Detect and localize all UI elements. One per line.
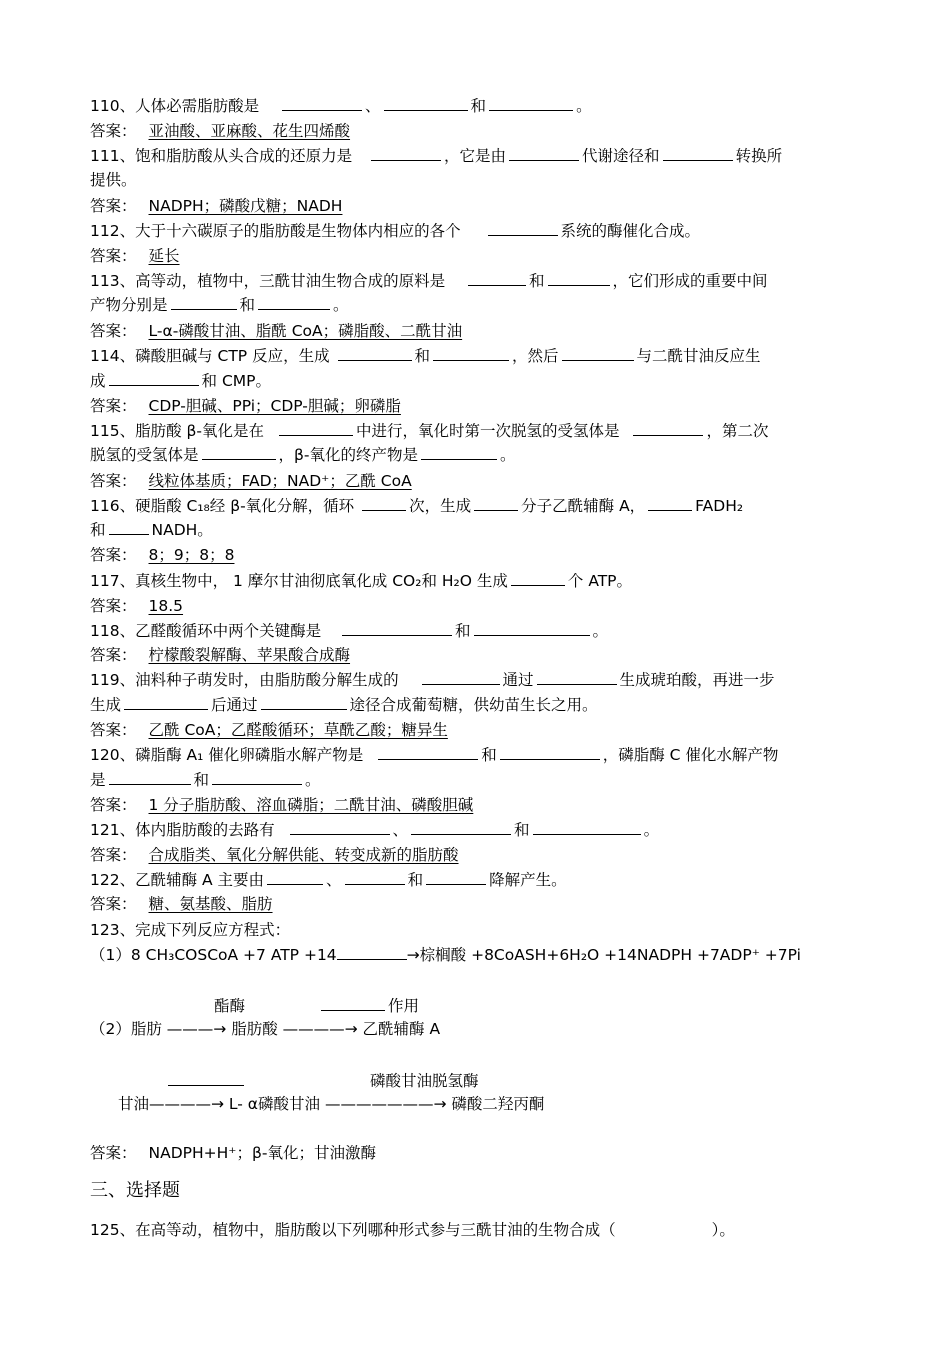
- action-label: 作用: [388, 997, 420, 1015]
- answer-label: 答案：: [90, 846, 137, 864]
- answer-blank[interactable]: [321, 1010, 385, 1011]
- question-text: 提供。: [90, 171, 137, 189]
- question-113-line2: [90, 295, 349, 317]
- question-text: ，然后: [512, 347, 559, 365]
- question-114: [90, 346, 761, 368]
- question-text: 120、磷脂酶 A₁ 催化卵磷脂水解产物是: [90, 746, 364, 764]
- answer-label: 答案：: [90, 721, 137, 739]
- section-heading: 三、选择题: [90, 1180, 180, 1201]
- answer-blank[interactable]: [124, 695, 208, 710]
- answer-blank[interactable]: [663, 146, 733, 161]
- answer-blank[interactable]: [537, 670, 617, 685]
- question-text: 117、真核生物中， 1 摩尔甘油彻底氧化成 CO₂和 H₂O 生成: [90, 572, 508, 590]
- answer-blank[interactable]: [290, 820, 390, 835]
- question-end: ）。: [711, 1221, 735, 1239]
- question-text: 转换所: [735, 147, 783, 165]
- question-114-line2: [90, 371, 271, 393]
- question-text: 118、乙醛酸循环中两个关键酶是: [90, 622, 322, 640]
- answer-114: [90, 396, 401, 418]
- answer-blank[interactable]: [511, 571, 565, 586]
- question-text: 产物分别是: [90, 296, 168, 314]
- answer-label: 答案：: [90, 472, 137, 490]
- question-text: ，β-氧化的终产物是: [278, 446, 419, 464]
- answer-blank[interactable]: [345, 870, 405, 885]
- question-text: 系统的酶催化合成。: [560, 222, 701, 240]
- answer-blank[interactable]: [378, 745, 478, 760]
- answer-blank[interactable]: [500, 745, 600, 760]
- answer-label: 答案：: [90, 322, 137, 340]
- answer-123: [90, 1143, 376, 1165]
- answer-blank[interactable]: [488, 221, 558, 236]
- answer-blank[interactable]: [258, 295, 330, 310]
- question-text: ，它是由: [444, 147, 507, 165]
- answer-label: 答案：: [90, 546, 137, 564]
- answer-label: 答案：: [90, 122, 137, 140]
- question-text: 次，生成: [409, 497, 472, 515]
- question-text: ，它们形成的重要中间: [612, 272, 768, 290]
- answer-122: [90, 894, 273, 916]
- answer-label: 答案：: [90, 1144, 137, 1162]
- question-118: [90, 621, 608, 643]
- question-text: 123、完成下列反应方程式：: [90, 921, 291, 939]
- answer-blank[interactable]: [337, 945, 407, 960]
- question-115: [90, 421, 768, 443]
- answer-text: 柠檬酸裂解酶、苹果酸合成酶: [148, 646, 351, 664]
- question-122: [90, 870, 567, 892]
- answer-blank[interactable]: [109, 770, 191, 785]
- answer-blank[interactable]: [562, 346, 634, 361]
- question-text: 成: [90, 372, 106, 390]
- answer-text: NADPH；磷酸戊糖；NADH: [148, 197, 343, 215]
- question-text: 。: [333, 296, 349, 314]
- answer-label: 答案：: [90, 646, 137, 664]
- question-text: 脱氢的受氢体是: [90, 446, 199, 464]
- question-text: 与二酰甘油反应生: [636, 347, 761, 365]
- question-text: 生成琥珀酸，再进一步: [619, 671, 775, 689]
- question-text: 122、乙酰辅酶 A 主要由: [90, 871, 265, 889]
- answer-112: [90, 246, 180, 268]
- answer-blank[interactable]: [489, 96, 573, 111]
- question-text: 和: [239, 296, 256, 314]
- question-111: [90, 146, 782, 168]
- question-115-line2: [90, 445, 516, 467]
- question-text: 代谢途径和: [582, 147, 660, 165]
- answer-label: 答案：: [90, 247, 137, 265]
- question-text: 分子乙酰辅酶 A，: [521, 497, 646, 515]
- question-text: 降解产生。: [489, 871, 567, 889]
- answer-text: 8；9；8；8: [148, 546, 235, 564]
- question-119-line2: [90, 695, 598, 717]
- answer-blank[interactable]: [548, 271, 610, 286]
- question-116-line2: [90, 520, 213, 542]
- answer-blank[interactable]: [648, 496, 692, 511]
- question-text: 后通过: [211, 696, 258, 714]
- question-112: [90, 221, 700, 243]
- answer-text: 线粒体基质；FAD；NAD⁺；乙酰 CoA: [148, 472, 412, 490]
- question-text: 和: [414, 347, 431, 365]
- answer-text: 糖、氨基酸、脂肪: [148, 895, 273, 913]
- question-text: ，磷脂酶 C 催化水解产物: [602, 746, 779, 764]
- separator: 、: [365, 97, 381, 115]
- equation-1: [90, 945, 801, 967]
- answer-blank[interactable]: [279, 421, 353, 436]
- question-117: [90, 571, 632, 593]
- question-text: 和: [529, 272, 545, 290]
- equation-text: →棕榈酸 +8CoASH+6H₂O +14NADPH +7ADP⁺ +7Pi: [406, 946, 801, 964]
- question-text: 和 CMP。: [201, 372, 271, 390]
- question-text: 个 ATP。: [567, 572, 633, 590]
- question-text: 、: [326, 871, 342, 889]
- question-text: 111、饱和脂肪酸从头合成的还原力是: [90, 147, 353, 165]
- answer-blank[interactable]: [212, 770, 302, 785]
- question-113: [90, 271, 768, 293]
- answer-blank[interactable]: [533, 820, 641, 835]
- question-text: 。: [305, 771, 321, 789]
- question-116: [90, 496, 743, 518]
- question-text: 125、在高等动，植物中，脂肪酸以下列哪种形式参与三酰甘油的生物合成（: [90, 1221, 616, 1239]
- answer-blank[interactable]: [202, 445, 276, 460]
- question-111-line2: [90, 170, 137, 192]
- question-text: 。: [643, 821, 660, 839]
- question-text: 通过: [502, 671, 534, 689]
- question-125: [90, 1220, 735, 1242]
- answer-label: 答案：: [90, 197, 137, 215]
- question-120-line2: [90, 770, 321, 792]
- answer-115: [90, 471, 412, 493]
- equation-3: [118, 1094, 544, 1116]
- answer-blank[interactable]: [633, 421, 703, 436]
- answer-blank[interactable]: [474, 496, 518, 511]
- question-text: 中进行，氧化时第一次脱氢的受氢体是: [355, 422, 620, 440]
- answer-111: [90, 196, 342, 218]
- question-text: NADH。: [151, 521, 213, 539]
- answer-text: 亚油酸、亚麻酸、花生四烯酸: [148, 122, 351, 140]
- question-110: [90, 96, 592, 118]
- question-text: 和: [90, 521, 106, 539]
- question-text: 114、磷酸胆碱与 CTP 反应，生成: [90, 347, 330, 365]
- question-119: [90, 670, 775, 692]
- answer-text: NADPH+H⁺；β-氧化；甘油激酶: [148, 1144, 376, 1162]
- answer-label: 答案：: [90, 796, 137, 814]
- answer-label: 答案：: [90, 397, 137, 415]
- answer-blank[interactable]: [384, 96, 468, 111]
- question-text: 119、油料种子萌发时，由脂肪酸分解生成的: [90, 671, 399, 689]
- question-text: 113、高等动，植物中，三酰甘油生物合成的原料是: [90, 272, 446, 290]
- answer-blank[interactable]: [421, 445, 497, 460]
- question-text: 途径合成葡萄糖，供幼苗生长之用。: [349, 696, 598, 714]
- answer-119: [90, 720, 448, 742]
- question-text: 和: [514, 821, 530, 839]
- question-text: 生成: [90, 696, 122, 714]
- answer-text: 乙酰 CoA；乙醛酸循环；草酰乙酸；糖异生: [148, 721, 448, 739]
- question-end: 。: [576, 97, 592, 115]
- answer-text: 18.5: [148, 597, 184, 615]
- answer-116: [90, 545, 234, 567]
- answer-blank[interactable]: [109, 371, 199, 386]
- enzyme-label-esterase: 酯酶: [214, 997, 246, 1015]
- equation-text: 甘油————→ L- α磷酸甘油 ———————→ 磷酸二羟丙酮: [118, 1095, 545, 1113]
- question-text: 121、体内脂肪酸的去路有: [90, 821, 275, 839]
- answer-blank[interactable]: [362, 496, 406, 511]
- answer-121: [90, 845, 459, 867]
- answer-blank[interactable]: [267, 870, 323, 885]
- question-123: [90, 920, 290, 942]
- question-121: [90, 820, 659, 842]
- answer-blank[interactable]: [474, 621, 590, 636]
- answer-text: L-α-磷酸甘油、脂酰 CoA；磷脂酸、二酰甘油: [148, 322, 463, 340]
- question-text: 。: [592, 622, 609, 640]
- answer-blank[interactable]: [411, 820, 511, 835]
- answer-110: [90, 121, 350, 143]
- question-text: 和: [481, 746, 497, 764]
- question-text: 115、脂肪酸 β-氧化是在: [90, 422, 264, 440]
- answer-blank[interactable]: [468, 271, 526, 286]
- answer-text: 1 分子脂肪酸、溶血磷脂；二酰甘油、磷酸胆碱: [148, 796, 474, 814]
- answer-text: 合成脂类、氧化分解供能、转变成新的脂肪酸: [148, 846, 459, 864]
- question-120: [90, 745, 778, 767]
- answer-text: CDP-胆碱、PPi；CDP-胆碱；卵磷脂: [148, 397, 401, 415]
- separator: 和: [470, 97, 487, 115]
- equation-text: （1）8 CH₃COSCoA +7 ATP +14: [90, 946, 337, 964]
- answer-text: 延长: [148, 247, 180, 265]
- question-text: 和: [193, 771, 210, 789]
- answer-blank[interactable]: [109, 520, 149, 535]
- question-text: ，第二次: [706, 422, 769, 440]
- answer-117: [90, 596, 183, 618]
- answer-120: [90, 795, 473, 817]
- answer-blank[interactable]: [422, 670, 500, 685]
- answer-blank[interactable]: [338, 346, 412, 361]
- answer-blank[interactable]: [342, 621, 452, 636]
- equation-text: （2）脂肪 ———→ 脂肪酸 ————→ 乙酰辅酶 A: [90, 1020, 441, 1038]
- answer-blank[interactable]: [371, 146, 441, 161]
- question-text: 是: [90, 771, 106, 789]
- answer-blank[interactable]: [509, 146, 579, 161]
- question-text: 110、人体必需脂肪酸是: [90, 97, 260, 115]
- answer-label: 答案：: [90, 895, 137, 913]
- answer-label: 答案：: [90, 597, 137, 615]
- question-text: 112、大于十六碳原子的脂肪酸是生物体内相应的各个: [90, 222, 461, 240]
- equation-2: [90, 1019, 440, 1041]
- answer-113: [90, 321, 462, 343]
- answer-blank[interactable]: [261, 695, 347, 710]
- answer-blank[interactable]: [171, 295, 237, 310]
- question-text: 和: [455, 622, 471, 640]
- question-text: FADH₂: [695, 497, 744, 515]
- question-text: 116、硬脂酸 C₁₈经 β-氧化分解，循环: [90, 497, 355, 515]
- answer-blank[interactable]: [282, 96, 362, 111]
- answer-blank[interactable]: [168, 1085, 244, 1086]
- question-text: 、: [392, 821, 409, 839]
- answer-blank[interactable]: [433, 346, 509, 361]
- enzyme-label-dehydrogenase: 磷酸甘油脱氢酶: [370, 1072, 479, 1090]
- question-text: 。: [500, 446, 516, 464]
- question-text: 和: [407, 871, 424, 889]
- answer-118: [90, 645, 350, 667]
- answer-blank[interactable]: [426, 870, 486, 885]
